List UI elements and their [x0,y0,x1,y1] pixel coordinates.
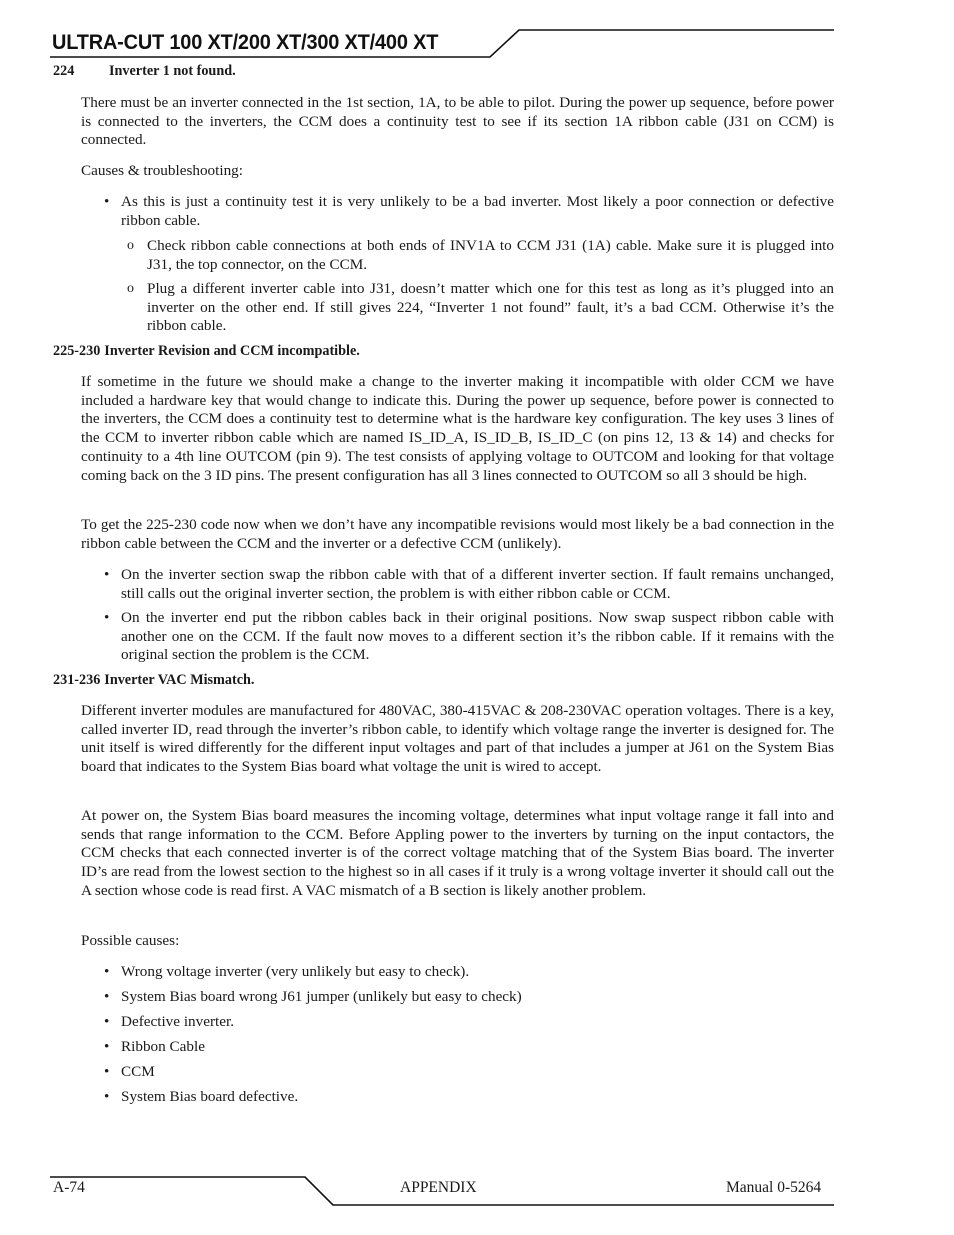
bullet-icon: • [104,1013,110,1030]
bullet-icon: • [104,988,110,1005]
paragraph: Causes & troubleshooting: [81,162,243,179]
section-number: 225-230 [53,343,101,359]
section-heading-231-236 [53,672,254,689]
bullet-icon: • [104,963,110,980]
page-header-title: ULTRA-CUT 100 XT/200 XT/300 XT/400 XT [52,31,439,54]
list-item: • Wrong voltage inverter (very unlikely but easy to check). [104,963,470,980]
paragraph: Possible causes: [81,932,180,949]
bullet-icon: • [104,1088,110,1105]
page-number: A-74 [53,1179,85,1196]
section-title: Inverter VAC Mismatch. [104,672,255,688]
manual-number: Manual 0-5264 [726,1179,822,1196]
list-item: • Ribbon Cable [104,1038,205,1055]
bullet-icon: • [104,193,110,210]
bullet-icon: • [104,1038,110,1055]
list-item: • Defective inverter. [104,1013,235,1030]
section-number: 231-236 [53,672,101,688]
bullet-item: • On the inverter section swap the ribbon cable with that of a different inverter section. If fault remains unchanged, still calls out the original inverter section, the problem is with either ribbon cable or CCM. [104,566,834,602]
paragraph: At power on, the System Bias board measures the incoming voltage, determines what input voltage range it fall into and sends that range information to the CCM. Before Appling power to the inverters by turning on the input contactors, the CCM checks that each connected inverter is of the correct voltage matching that of the System Bias board. The inverter ID’s are read from the lowest section to the highest so in all cases if it truly is a wrong voltage inverter it should call out the A section whose code is read first. A VAC mismatch of a B section is likely another problem. [81,807,834,899]
sub-bullet-item: o Plug a different inverter cable into J31, doesn’t matter which one for this test as long as it’s plugged into an inverter on the other end. If still gives 224, “Inverter 1 not found” fault, it’s a bad CCM. Otherwise it’s the ribbon cable. [127,280,834,335]
paragraph: Different inverter modules are manufactured for 480VAC, 380-415VAC & 208-230VAC operation voltages. There is a key, called inverter ID, read through the inverter’s ribbon cable, to identify which voltage range the inverter is designed for. The unit itself is wired differently for the different input voltages and part of that includes a jumper at J61 on the System Bias board that indicates to the System Bias board what voltage the unit is wired to accept. [81,702,834,776]
list-item: • System Bias board defective. [104,1088,299,1105]
bullet-item: • As this is just a continuity test it is very unlikely to be a bad inverter. Most likely a poor connection or defective ribbon cable. [104,193,834,229]
section-title: Inverter Revision and CCM incompatible. [104,343,360,359]
bullet-item: • On the inverter end put the ribbon cables back in their original positions. Now swap suspect ribbon cable with another one on the CCM. If the fault now moves to a different section it’s the ribbon cable. If it remains with the original section the problem is the CCM. [104,609,834,664]
list-item: • System Bias board wrong J61 jumper (unlikely but easy to check) [104,988,522,1005]
footer-section-label: APPENDIX [400,1179,477,1196]
bullet-icon: • [104,1063,110,1080]
section-heading-224 [53,63,236,80]
circle-bullet-icon: o [127,238,134,253]
section-heading-225-230 [53,343,360,360]
list-item: • CCM [104,1063,155,1080]
paragraph: If sometime in the future we should make a change to the inverter making it incompatible with older CCM we have included a hardware key that would change to indicate this. During the power up sequence, before power is connected to the inverters, the CCM does a continuity test to determine what is the hardware key configuration. The key uses 3 lines of the CCM to inverter ribbon cable which are named IS_ID_A, IS_ID_B, IS_ID_C (on pins 12, 13 & 14) and checks for continuity to a 4th line OUTCOM (pin 9). The test consists of applying voltage to OUTCOM and looking for that voltage coming back on the 3 ID pins. The present configuration has all 3 lines connected to OUTCOM so all 3 should be high. [81,373,834,484]
paragraph: To get the 225-230 code now when we don’t have any incompatible revisions would most likely be a bad connection in the ribbon cable between the CCM and the inverter or a defective CCM (unlikely). [81,516,834,552]
circle-bullet-icon: o [127,281,134,296]
paragraph: There must be an inverter connected in the 1st section, 1A, to be able to pilot. During the power up sequence, before power is connected to the inverters, the CCM does a continuity test to see if its section 1A ribbon cable (J31 on CCM) is connected. [81,94,834,149]
bullet-icon: • [104,566,110,583]
section-number: 224 [53,63,75,79]
bullet-icon: • [104,609,110,626]
section-title: Inverter 1 not found. [109,63,236,79]
sub-bullet-item: o Check ribbon cable connections at both ends of INV1A to CCM J31 (1A) cable. Make sure it is plugged into J31, the top connector, on the CCM. [127,237,834,273]
